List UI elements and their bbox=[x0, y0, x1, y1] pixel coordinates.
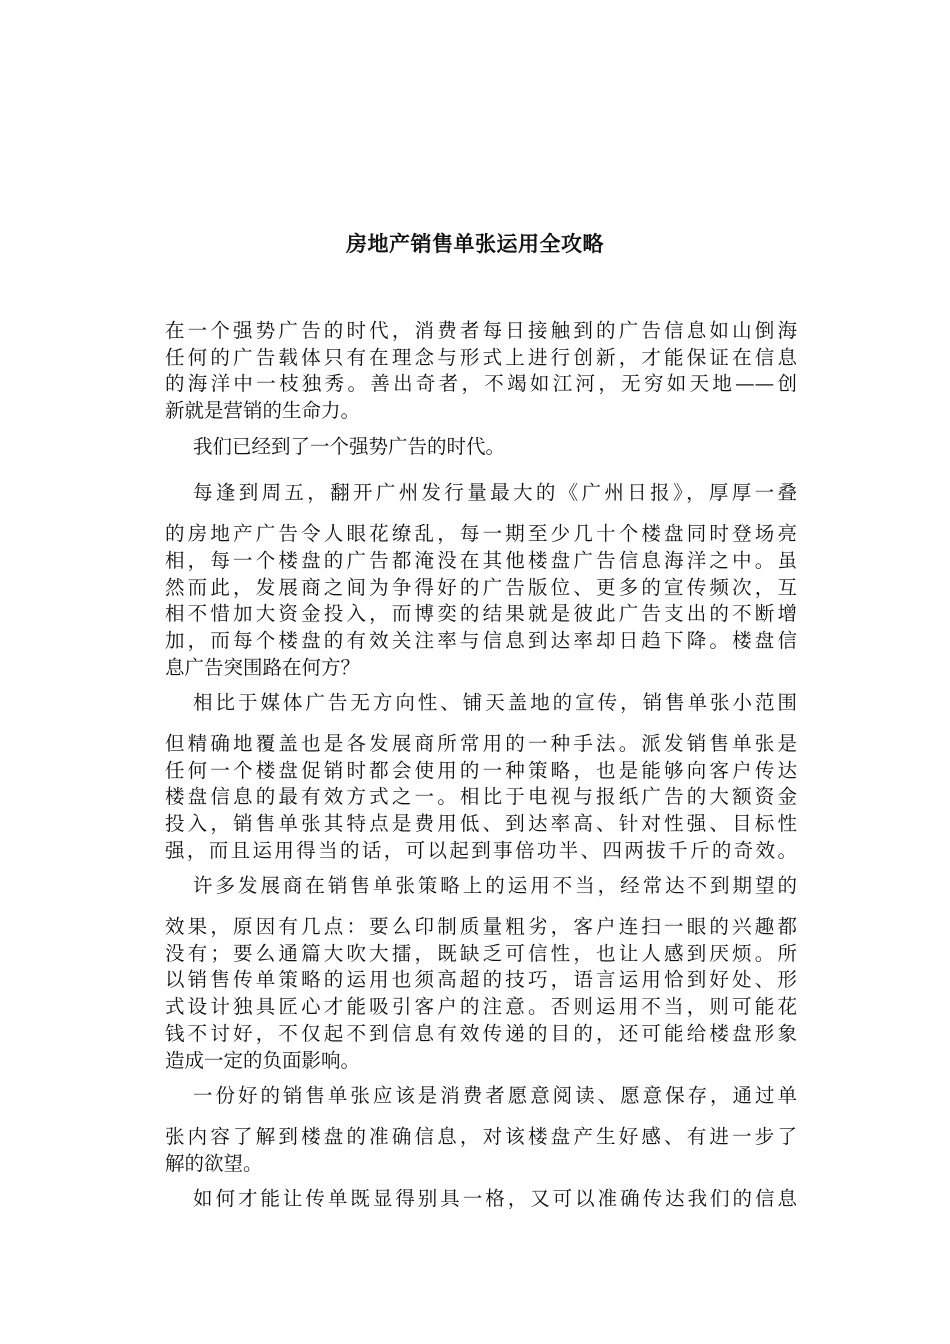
text-line: 钱不讨好，不仅起不到信息有效传递的目的，还可能给楼盘形象 bbox=[165, 1021, 797, 1045]
text-line: 加，而每个楼盘的有效关注率与信息到达率却日趋下降。楼盘信 bbox=[165, 628, 797, 652]
text-line: 相比于媒体广告无方向性、铺天盖地的宣传，销售单张小范围 bbox=[193, 691, 797, 715]
document-title: 房地产销售单张运用全攻略 bbox=[346, 231, 604, 256]
text-line: 许多发展商在销售单张策略上的运用不当，经常达不到期望的 bbox=[193, 874, 797, 898]
text-line: 息广告突围路在何方？ bbox=[165, 655, 361, 679]
text-line: 以销售传单策略的运用也须高超的技巧，语言运用恰到好处、形 bbox=[165, 968, 797, 992]
text-line: 投入，销售单张其特点是费用低、到达率高、针对性强、目标性 bbox=[165, 812, 797, 835]
text-line: 的房地产广告令人眼花缭乱，每一期至少几十个楼盘同时登场亮 bbox=[165, 522, 797, 546]
text-line: 张内容了解到楼盘的准确信息，对该楼盘产生好感、有进一步了 bbox=[165, 1124, 797, 1148]
text-line: 一份好的销售单张应该是消费者愿意阅读、愿意保存，通过单 bbox=[193, 1084, 797, 1108]
text-line: 我们已经到了一个强势广告的时代。 bbox=[193, 434, 506, 458]
text-line: 如何才能让传单既显得别具一格，又可以准确传达我们的信息 bbox=[193, 1187, 797, 1211]
text-line: 任何一个楼盘促销时都会使用的一种策略，也是能够向客户传达 bbox=[165, 758, 797, 782]
text-line: 造成一定的负面影响。 bbox=[165, 1048, 361, 1072]
text-line: 新就是营销的生命力。 bbox=[165, 399, 361, 423]
text-line: 楼盘信息的最有效方式之一。相比于电视与报纸广告的大额资金 bbox=[165, 785, 797, 809]
text-line: 的海洋中一枝独秀。善出奇者，不竭如江河，无穷如天地——创 bbox=[165, 372, 797, 396]
text-line: 每逢到周五，翻开广州发行量最大的《广州日报》，厚厚一叠 bbox=[193, 481, 797, 505]
text-line: 式设计独具匠心才能吸引客户的注意。否则运用不当，则可能花 bbox=[165, 995, 797, 1019]
text-line: 相不惜加大资金投入，而博奕的结果就是彼此广告支出的不断增 bbox=[165, 602, 797, 626]
text-line: 没有；要么通篇大吹大擂，既缺乏可信性，也让人感到厌烦。所 bbox=[165, 941, 797, 965]
text-line: 在一个强势广告的时代，消费者每日接触到的广告信息如山倒海 bbox=[165, 319, 797, 342]
text-line: 然而此，发展商之间为争得好的广告版位、更多的宣传频次，互 bbox=[165, 575, 797, 599]
text-line: 解的欲望。 bbox=[165, 1151, 263, 1175]
text-line: 强，而且运用得当的话，可以起到事倍功半、四两拔千斤的奇效。 bbox=[165, 838, 797, 862]
text-line: 但精确地覆盖也是各发展商所常用的一种手法。派发销售单张是 bbox=[165, 731, 797, 755]
text-line: 任何的广告载体只有在理念与形式上进行创新，才能保证在信息 bbox=[165, 345, 797, 369]
text-line: 效果，原因有几点：要么印制质量粗劣，客户连扫一眼的兴趣都 bbox=[165, 915, 797, 939]
document-body bbox=[165, 318, 797, 1213]
text-line: 相，每一个楼盘的广告都淹没在其他楼盘广告信息海洋之中。虽 bbox=[165, 548, 797, 572]
